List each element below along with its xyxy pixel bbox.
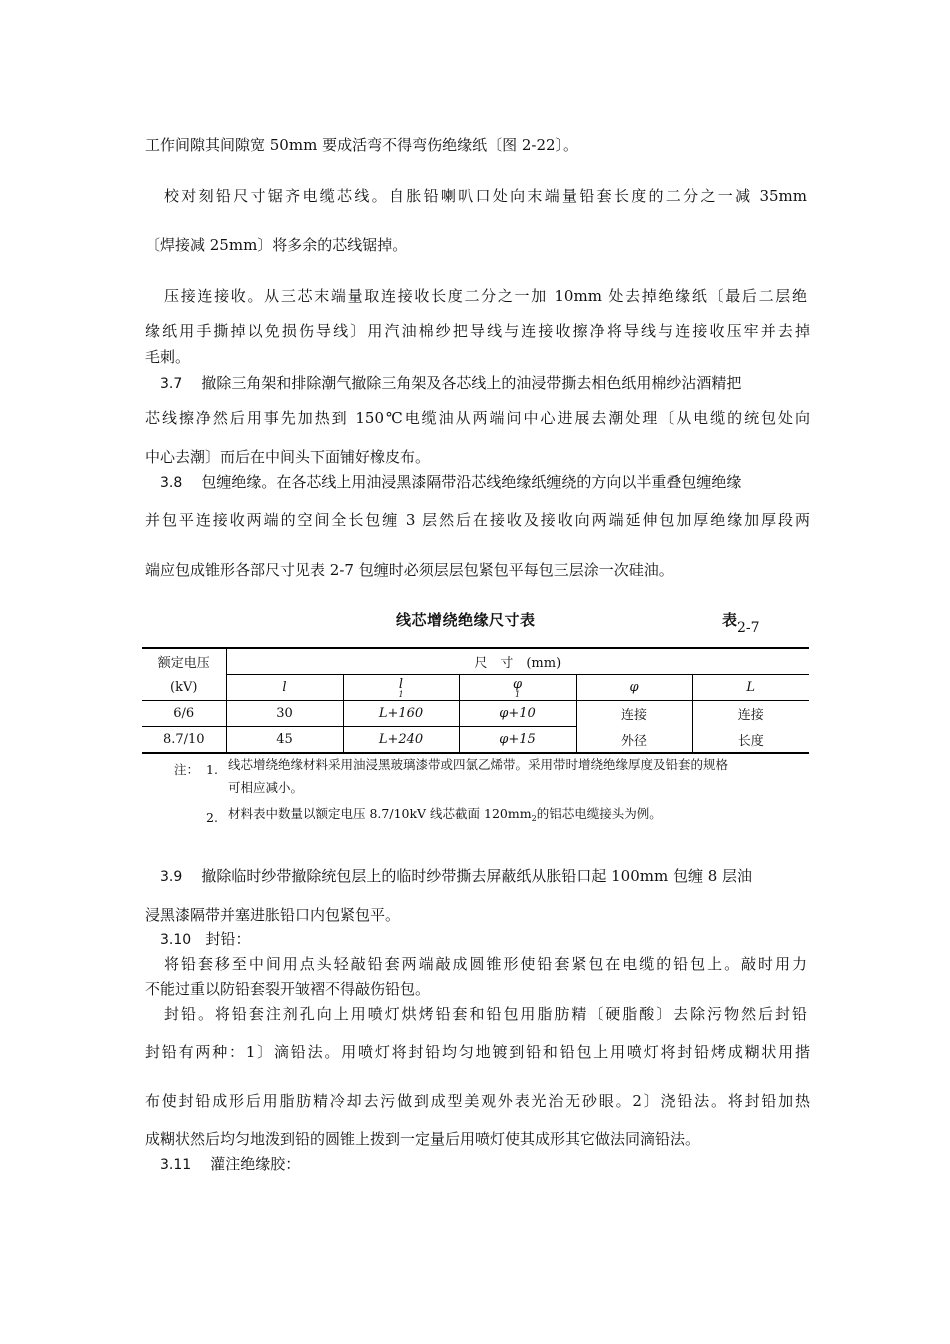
header-symbol-l1: l 1 — [343, 675, 459, 701]
section-number: 3.8 — [160, 475, 183, 491]
table-cell-phi1: φ+15 — [459, 727, 576, 754]
note-2-number: 2. — [206, 810, 218, 825]
section-3-10 — [160, 929, 825, 950]
table-cell-phi1: φ+10 — [459, 701, 576, 727]
header-voltage: 额定电压 — [142, 648, 226, 675]
section-text: 包缠绝缘。在各芯线上用油浸黑漆隔带沿芯线绝缘纸缠绕的方向以半重叠包缠绝缘 — [201, 473, 742, 491]
paragraph-gap: 工作间隙其间隙宽 50mm 要成活弯不得弯伤绝缘纸〔图 2-22〕。 — [145, 136, 579, 154]
section-title: 灌注绝缘胶： — [210, 1155, 301, 1173]
paragraph-trim-cores: 校对刻铅尺寸锯齐电缆芯线。自胀铅喇叭口处向末端量铅套长度的二分之一减 35mm — [164, 187, 807, 205]
section-title: 封铅： — [205, 930, 251, 948]
note-1-text-cont: 可相应减小。 — [228, 780, 304, 795]
header-dimensions: 尺 寸 (mm) — [226, 648, 809, 675]
paragraph-crimp-cont2: 毛刺。 — [145, 348, 191, 366]
table-cell-l: 30 — [226, 701, 343, 727]
header-symbol-phi1: φ 1 — [459, 675, 576, 701]
section-3-10-para2-cont1: 封铅有两种：1〕滴铅法。用喷灯将封铅均匀地镀到铅和铅包上用喷灯将封铅烤成糊状用揩 — [145, 1043, 810, 1061]
paragraph-crimp: 压接连接收。从三芯末端量取连接收长度二分之一加 10mm 处去掉绝缘纸〔最后二层绝 — [164, 287, 807, 305]
section-3-8-cont2: 端应包成锥形各部尺寸见表 2-7 包缠时必须层层包紧包平每包三层涂一次硅油。 — [145, 561, 674, 579]
table-cell-voltage: 8.7/10 — [142, 727, 226, 754]
table-number-label: 表 — [722, 611, 738, 629]
header-symbol-L: L — [692, 675, 809, 701]
section-3-8-cont1: 并包平连接收两端的空间全长包缠 3 层然后在接收及接收向两端延伸包加厚绝缘加厚段两 — [145, 511, 810, 529]
header-symbol-phi: φ — [576, 675, 692, 701]
table-cell-l1: L+160 — [343, 701, 459, 727]
section-text: 撤除临时纱带撤除统包层上的临时纱带撕去屏蔽纸从胀铅口起 100mm 包缠 8 层油 — [201, 867, 753, 885]
note-1-number: 1. — [206, 762, 218, 777]
section-number: 3.10 — [160, 932, 192, 948]
table-cell-L: 连接 — [692, 701, 809, 727]
table-cell-L: 长度 — [692, 727, 809, 754]
section-number: 3.7 — [160, 376, 183, 392]
section-3-9 — [160, 866, 808, 887]
section-3-9-cont: 浸黑漆隔带并塞进胀铅口内包紧包平。 — [145, 906, 401, 924]
section-number: 3.9 — [160, 869, 183, 885]
section-3-10-para2: 封铅。将铅套注剂孔向上用喷灯烘烤铅套和铅包用脂肪精〔硬脂酸〕去除污物然后封铅 — [164, 1005, 807, 1023]
header-symbol-l: l — [226, 675, 343, 701]
paragraph-crimp-cont1: 缘纸用手撕掉以免损伤导线〕用汽油棉纱把导线与连接收擦净将导线与连接收压牢并去掉 — [145, 322, 810, 340]
table-cell-phi: 外径 — [576, 727, 692, 754]
section-number: 3.11 — [160, 1157, 192, 1173]
table-number — [722, 609, 760, 636]
section-3-11 — [160, 1154, 825, 1175]
section-3-10-para2-cont3: 成糊状然后均匀地泼到铅的圆锥上拨到一定量后用喷灯使其成形其它做法同滴铅法。 — [145, 1130, 701, 1148]
table-cell-phi: 连接 — [576, 701, 692, 727]
paragraph-trim-cores-cont: 〔焊接减 25mm〕将多余的芯线锯掉。 — [145, 236, 408, 254]
table-number-value: 2-7 — [737, 620, 760, 636]
section-3-10-para1-cont: 不能过重以防铅套裂开皱褶不得敲伤铅包。 — [145, 980, 431, 998]
table-cell-l: 45 — [226, 727, 343, 754]
table-cell-l1: L+240 — [343, 727, 459, 754]
note-1-text: 线芯增绕绝缘材料采用油浸黑玻璃漆带或四氯乙烯带。采用带时增绕绝缘厚度及铅套的规格 — [228, 757, 729, 772]
table-title: 线芯增绕绝缘尺寸表 — [396, 611, 536, 629]
section-3-10-para2-cont2: 布使封铅成形后用脂肪精冷却去污做到成型美观外表光治无砂眼。2〕浇铅法。将封铅加热 — [145, 1092, 810, 1110]
header-voltage-unit: (kV) — [142, 675, 226, 701]
section-3-8 — [160, 472, 808, 493]
notes-label: 注： — [174, 762, 200, 777]
section-text: 撤除三角架和排除潮气撤除三角架及各芯线上的油浸带撕去相色纸用棉纱沾酒精把 — [201, 374, 742, 392]
insulation-size-table — [142, 647, 809, 754]
section-3-7 — [160, 373, 808, 394]
note-2-text: 材料表中数量以额定电压 8.7/10kV 线芯截面 $120mm_2$的铝芯电缆接头为例。 — [228, 806, 662, 823]
section-3-7-cont1: 芯线擦净然后用事先加热到 150℃电缆油从两端问中心进展去潮处理〔从电缆的统包处向 — [145, 409, 810, 427]
section-3-7-cont2: 中心去潮〕而后在中间头下面铺好橡皮布。 — [145, 448, 431, 466]
table-cell-voltage: 6/6 — [142, 701, 226, 727]
section-3-10-para1: 将铅套移至中间用点头轻敲铅套两端敲成圆锥形使铅套紧包在电缆的铅包上。敲时用力 — [164, 955, 807, 973]
